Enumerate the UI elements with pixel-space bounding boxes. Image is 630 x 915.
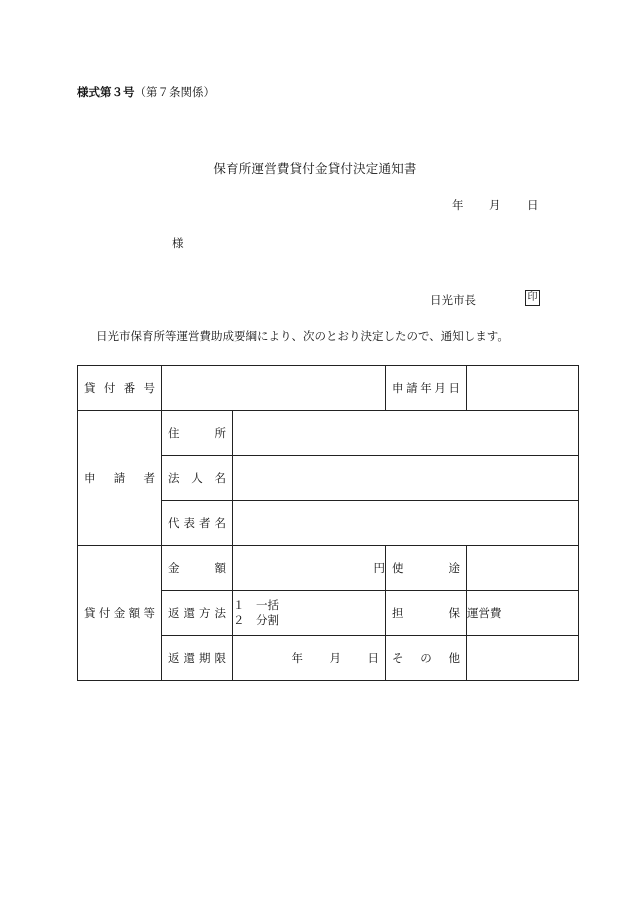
issuer-name: 日光市長 — [430, 293, 476, 307]
label-char: 還 — [183, 651, 195, 665]
label-char: 金 — [168, 561, 180, 575]
label-char: の — [420, 651, 432, 665]
label-char: 貸 — [84, 381, 96, 395]
loan-number-label — [78, 366, 162, 411]
spread-label — [78, 470, 161, 486]
label-char: 名 — [214, 516, 226, 530]
spread-label — [386, 605, 466, 621]
collateral-value: 運営費 — [467, 591, 579, 636]
address-value — [233, 411, 579, 456]
label-char: 申 — [84, 471, 96, 485]
spread-label — [78, 605, 161, 621]
table-row — [78, 411, 579, 456]
representative-label — [162, 501, 233, 546]
period-date — [233, 650, 385, 666]
label-char: 請 — [406, 381, 418, 395]
label-char: 額 — [128, 606, 141, 620]
representative-value — [233, 501, 579, 546]
application-date-label — [386, 366, 467, 411]
spread-label — [162, 605, 232, 621]
repayment-method-label — [162, 591, 233, 636]
amount-value: 円 — [233, 546, 386, 591]
spread-label — [162, 560, 232, 576]
amount-label — [162, 546, 233, 591]
period-month: 月 — [329, 651, 341, 665]
label-char: 申 — [392, 381, 404, 395]
label-char: 保 — [448, 606, 460, 620]
label-char: 金 — [113, 606, 126, 620]
usage-value — [467, 546, 579, 591]
period-year: 年 — [291, 651, 303, 665]
label-char: 他 — [448, 651, 460, 665]
label-char: 人 — [191, 471, 203, 485]
form-number-main: 様式第３号 — [77, 85, 135, 99]
repayment-period-label — [162, 636, 233, 681]
label-char: 法 — [214, 606, 226, 620]
label-char: 還 — [183, 606, 195, 620]
date-day: 日 — [527, 198, 539, 212]
seal-mark: 印 — [525, 290, 540, 306]
label-char: 所 — [214, 426, 226, 440]
loan-number-value — [162, 366, 386, 411]
label-char: 期 — [199, 651, 211, 665]
label-char: 者 — [143, 471, 155, 485]
loan-decision-table — [77, 365, 579, 681]
spread-label — [162, 650, 232, 666]
document-title: 保育所運営費貸付金貸付決定通知書 — [213, 161, 417, 176]
label-char: 使 — [392, 561, 404, 575]
label-char: 住 — [168, 426, 180, 440]
usage-label — [386, 546, 467, 591]
label-char: 返 — [168, 606, 180, 620]
corp-name-label — [162, 456, 233, 501]
label-char: 名 — [214, 471, 226, 485]
spread-label — [78, 380, 161, 396]
application-date-value — [467, 366, 579, 411]
period-day: 日 — [367, 651, 379, 665]
addressee-suffix: 様 — [172, 236, 184, 250]
label-char: 号 — [143, 381, 155, 395]
spread-label — [386, 380, 466, 396]
label-char: 額 — [214, 561, 226, 575]
spread-label — [162, 515, 232, 531]
label-char: そ — [392, 651, 404, 665]
label-char: 年 — [420, 381, 432, 395]
label-char: 付 — [98, 606, 111, 620]
spread-label — [386, 650, 466, 666]
label-char: 限 — [214, 651, 226, 665]
repayment-period-value — [233, 636, 386, 681]
label-char: 番 — [123, 381, 136, 395]
date-year: 年 — [452, 198, 464, 212]
label-char: 代 — [168, 516, 180, 530]
spread-label — [162, 425, 232, 441]
label-char: 請 — [113, 471, 126, 485]
label-char: 日 — [448, 381, 460, 395]
label-char: 月 — [434, 381, 446, 395]
corp-name-value — [233, 456, 579, 501]
form-number — [77, 84, 215, 100]
applicant-label — [78, 411, 162, 546]
label-char: 貸 — [84, 606, 96, 620]
table-row — [78, 546, 579, 591]
label-char: 者 — [199, 516, 211, 530]
repayment-option-installments: ２ 分割 — [233, 613, 279, 627]
label-char: 途 — [448, 561, 460, 575]
collateral-label — [386, 591, 467, 636]
spread-label — [162, 470, 232, 486]
label-char: 表 — [183, 516, 195, 530]
spread-label — [386, 560, 466, 576]
label-char: 方 — [199, 606, 211, 620]
label-char: 担 — [392, 606, 404, 620]
notice-text: 日光市保育所等運営費助成要綱により、次のとおり決定したので、通知します。 — [96, 329, 509, 343]
label-char: 法 — [168, 471, 180, 485]
other-label — [386, 636, 467, 681]
repayment-method-options — [233, 591, 386, 636]
form-number-article: （第７条関係） — [134, 85, 215, 99]
label-char: 付 — [103, 381, 116, 395]
loan-amount-group-label — [78, 546, 162, 681]
label-char: 返 — [168, 651, 180, 665]
other-value — [467, 636, 579, 681]
issue-date — [452, 197, 539, 213]
date-month: 月 — [489, 198, 501, 212]
repayment-option-lump-sum: １ 一括 — [233, 598, 279, 612]
table-row — [78, 366, 579, 411]
label-char: 等 — [143, 606, 155, 620]
address-label — [162, 411, 233, 456]
